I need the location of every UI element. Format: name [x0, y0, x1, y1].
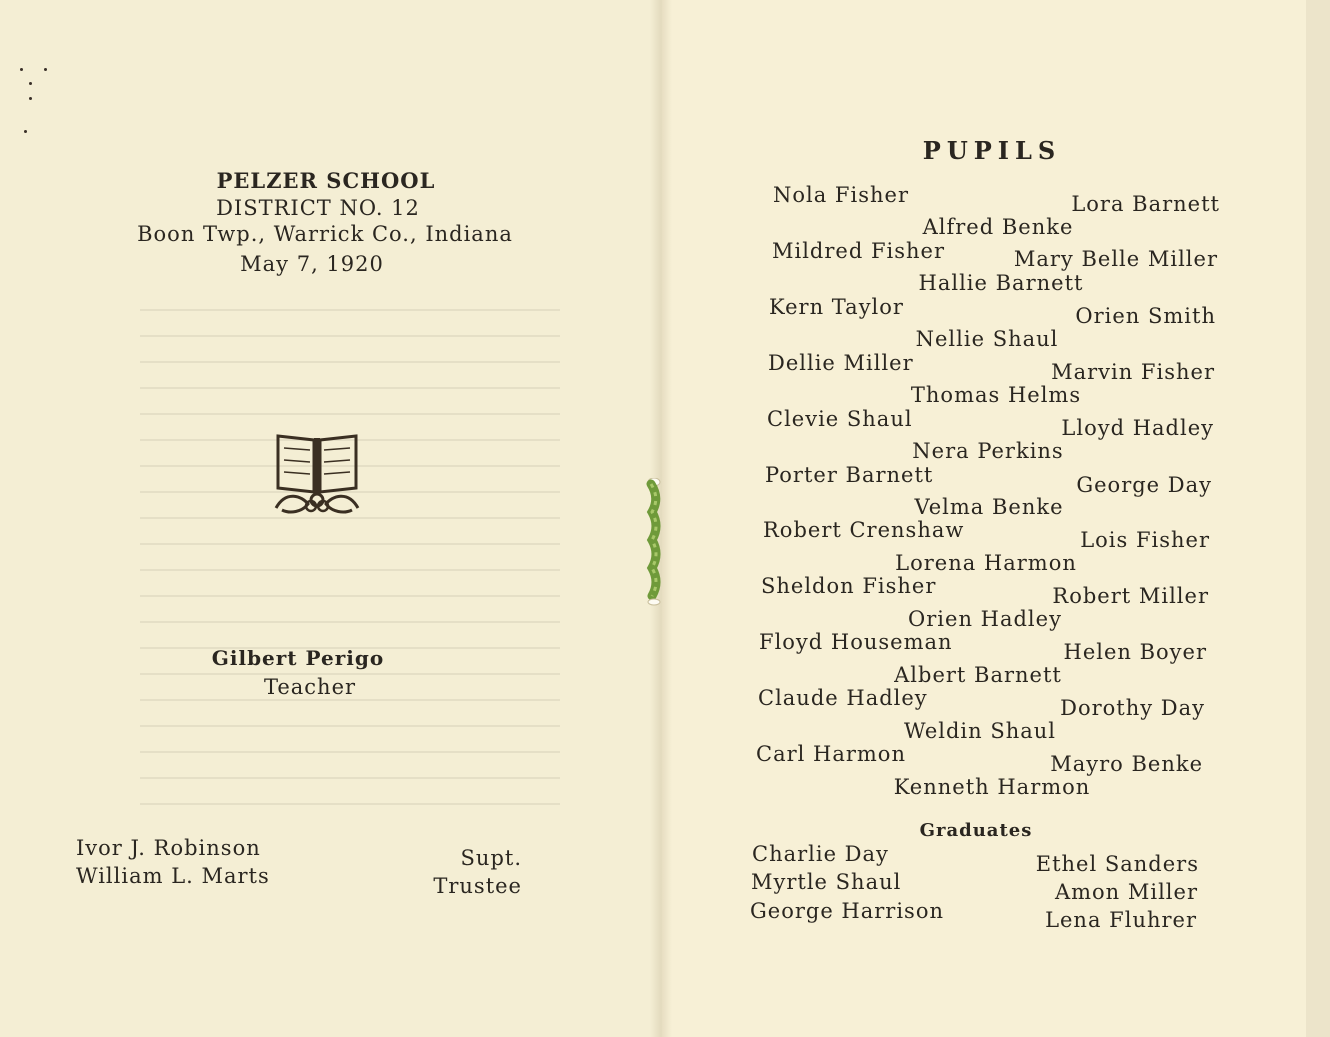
pupil-name: Mary Belle Miller [1013, 247, 1218, 271]
pupil-name: Porter Barnett [765, 463, 934, 487]
pupil-name: Claude Hadley [758, 686, 928, 710]
graduate-name: Lena Fluhrer [1045, 908, 1197, 932]
show-through-text [140, 285, 560, 805]
pupil-name: Lorena Harmon [895, 551, 1077, 575]
pupil-name: Mildred Fisher [772, 239, 946, 263]
graduate-name: George Harrison [750, 899, 945, 923]
pupil-name: Orien Smith [1075, 304, 1216, 328]
location: Boon Twp., Warrick Co., Indiana [137, 222, 513, 246]
official-title: Trustee [433, 874, 522, 898]
pupil-name: Lloyd Hadley [1061, 416, 1214, 440]
pupil-name: Lora Barnett [1071, 192, 1220, 216]
speck [24, 130, 27, 133]
pupil-name: Weldin Shaul [903, 719, 1057, 743]
program-date: May 7, 1920 [240, 252, 384, 276]
official-name: Ivor J. Robinson [76, 836, 261, 860]
open-book-icon [272, 430, 362, 518]
pupil-name: Robert Crenshaw [763, 518, 965, 542]
pupil-name: Floyd Houseman [759, 630, 953, 654]
pupil-name: Carl Harmon [756, 742, 906, 766]
teacher-name: Gilbert Perigo [211, 646, 385, 670]
official-title: Supt. [460, 846, 522, 870]
graduate-name: Amon Miller [1054, 880, 1198, 904]
pupil-name: Thomas Helms [910, 383, 1082, 407]
speck [20, 68, 23, 71]
graduate-name: Ethel Sanders [1035, 852, 1199, 876]
pupil-name: Mayro Benke [1050, 752, 1203, 776]
pupil-name: Dellie Miller [768, 351, 914, 375]
pupil-name: George Day [1076, 473, 1212, 497]
pupils-heading: PUPILS [922, 136, 1062, 165]
binding-ribbon-icon [644, 478, 666, 606]
graduates-heading: Graduates [919, 820, 1033, 841]
left-page [0, 0, 662, 1037]
pupil-name: Kenneth Harmon [893, 775, 1091, 799]
right-page [662, 0, 1306, 1037]
pupil-name: Nola Fisher [773, 183, 909, 207]
speck [44, 68, 47, 71]
speck [29, 82, 32, 85]
graduate-name: Charlie Day [752, 842, 889, 866]
pupil-name: Clevie Shaul [767, 407, 913, 431]
pupil-name: Alfred Benke [922, 215, 1074, 239]
graduate-name: Myrtle Shaul [751, 870, 902, 894]
teacher-title: Teacher [263, 675, 357, 699]
pupil-name: Lois Fisher [1080, 528, 1210, 552]
speck [29, 97, 32, 100]
pupil-name: Robert Miller [1052, 584, 1209, 608]
official-name: William L. Marts [76, 864, 270, 888]
pupil-name: Kern Taylor [769, 295, 904, 319]
pupil-name: Marvin Fisher [1051, 360, 1215, 384]
pupil-name: Nellie Shaul [915, 327, 1059, 351]
pupil-name: Nera Perkins [912, 439, 1064, 463]
school-name: PELZER SCHOOL [216, 168, 436, 193]
pupil-name: Albert Barnett [894, 663, 1062, 687]
pupil-name: Velma Benke [914, 495, 1064, 519]
pupil-name: Dorothy Day [1060, 696, 1205, 720]
pupil-name: Hallie Barnett [918, 271, 1084, 295]
pupil-name: Orien Hadley [908, 607, 1062, 631]
district: DISTRICT NO. 12 [216, 196, 420, 220]
page-edge [1306, 0, 1330, 1037]
pupil-name: Sheldon Fisher [761, 574, 937, 598]
pupil-name: Helen Boyer [1063, 640, 1207, 664]
